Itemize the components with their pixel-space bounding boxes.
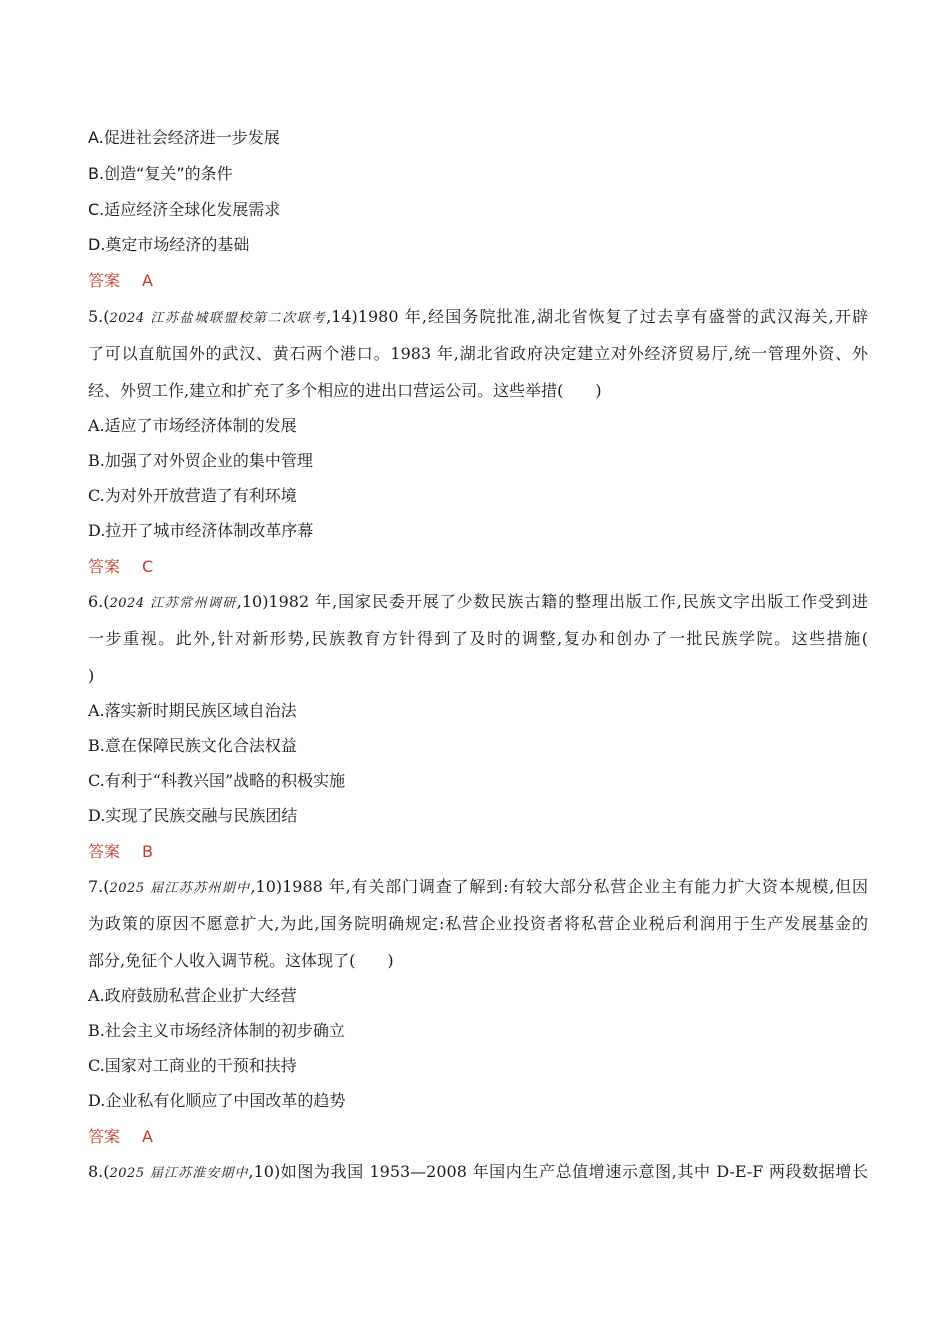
q6-answer [88, 842, 868, 862]
q7-option-b: B.社会主义市场经济体制的初步确立 [88, 1021, 345, 1040]
question-source-tail: ,10) [250, 877, 283, 896]
q5-answer [88, 557, 868, 577]
q5-option-d: D.拉开了城市经济体制改革序幕 [88, 521, 314, 540]
question-stem: 1980 年,经国务院批准,湖北省恢复了过去享有盛誉的武汉海关,开辟 [357, 307, 868, 326]
q5-option-b: B.加强了对外贸企业的集中管理 [88, 451, 313, 470]
answer-value: A [142, 271, 153, 290]
q6-stem-line-2: 一步重视。此外,针对新形势,民族教育方针得到了及时的调整,复办和创办了一批民族学院。这些措施( [88, 629, 868, 648]
question-number: 6.( [88, 592, 110, 611]
q6-option-a: A.落实新时期民族区域自治法 [88, 701, 297, 720]
question-source-tail: ,14) [326, 307, 358, 326]
q5-option-a: A.适应了市场经济体制的发展 [88, 416, 297, 435]
q8-stem-line-1 [88, 1162, 868, 1184]
question-number: 8.( [88, 1162, 110, 1181]
q7-stem-line-1 [88, 877, 868, 899]
answer-label: 答案 [88, 1127, 121, 1146]
q4-option-a: A.促进社会经济进一步发展 [88, 128, 280, 147]
q4-option-c: C.适应经济全球化发展需求 [88, 200, 281, 219]
q7-stem-line-3: 部分,免征个人收入调节税。这体现了( ) [88, 951, 394, 970]
q5-option-c: C.为对外开放营造了有利环境 [88, 486, 297, 505]
question-source-tail: ,10) [248, 1162, 281, 1181]
q6-stem-line-1 [88, 592, 868, 614]
q6-option-b: B.意在保障民族文化合法权益 [88, 736, 297, 755]
question-number: 7.( [88, 877, 110, 896]
q7-option-d: D.企业私有化顺应了中国改革的趋势 [88, 1091, 346, 1110]
question-source-tail: ,10) [236, 592, 269, 611]
q7-answer [88, 1127, 868, 1147]
answer-label: 答案 [88, 842, 121, 861]
q7-option-a: A.政府鼓励私营企业扩大经营 [88, 986, 297, 1005]
answer-label: 答案 [88, 271, 121, 290]
q5-stem-line-2: 了可以直航国外的武汉、黄石两个港口。1983 年,湖北省政府决定建立对外经济贸易厅,统一管理外资、外 [88, 344, 868, 363]
q5-stem-line-1 [88, 307, 868, 329]
q6-option-d: D.实现了民族交融与民族团结 [88, 806, 298, 825]
q7-option-c: C.国家对工商业的干预和扶持 [88, 1056, 297, 1075]
question-stem: 1982 年,国家民委开展了少数民族古籍的整理出版工作,民族文字出版工作受到进 [268, 592, 869, 611]
question-source: 2025 届江苏淮安期中 [109, 1166, 249, 1181]
question-stem: 如图为我国 1953—2008 年国内生产总值增速示意图,其中 D-E-F 两段数据增长 [280, 1162, 868, 1181]
question-source: 2025 届江苏苏州期中 [109, 881, 251, 896]
answer-value: A [142, 1127, 153, 1146]
answer-value: B [142, 842, 153, 861]
question-source: 2024 江苏盐城联盟校第二次联考 [109, 311, 327, 326]
question-number: 5.( [88, 307, 110, 326]
q4-answer [88, 271, 868, 291]
q4-option-b: B.创造“复关”的条件 [88, 164, 233, 183]
q6-option-c: C.有利于“科教兴国”战略的积极实施 [88, 771, 346, 790]
q4-option-d: D.奠定市场经济的基础 [88, 235, 250, 254]
answer-value: C [142, 557, 154, 576]
q7-stem-line-2: 为政策的原因不愿意扩大,为此,国务院明确规定:私营企业投资者将私营企业税后利润用于生产发展基金的 [88, 914, 868, 933]
q5-stem-line-3: 经、外贸工作,建立和扩充了多个相应的进出口营运公司。这些举措( ) [88, 381, 602, 400]
question-stem: 1988 年,有关部门调查了解到:有较大部分私营企业主有能力扩大资本规模,但因 [282, 877, 868, 896]
answer-label: 答案 [88, 557, 121, 576]
q6-stem-line-3: ) [88, 666, 95, 685]
question-source: 2024 江苏常州调研 [109, 596, 237, 611]
